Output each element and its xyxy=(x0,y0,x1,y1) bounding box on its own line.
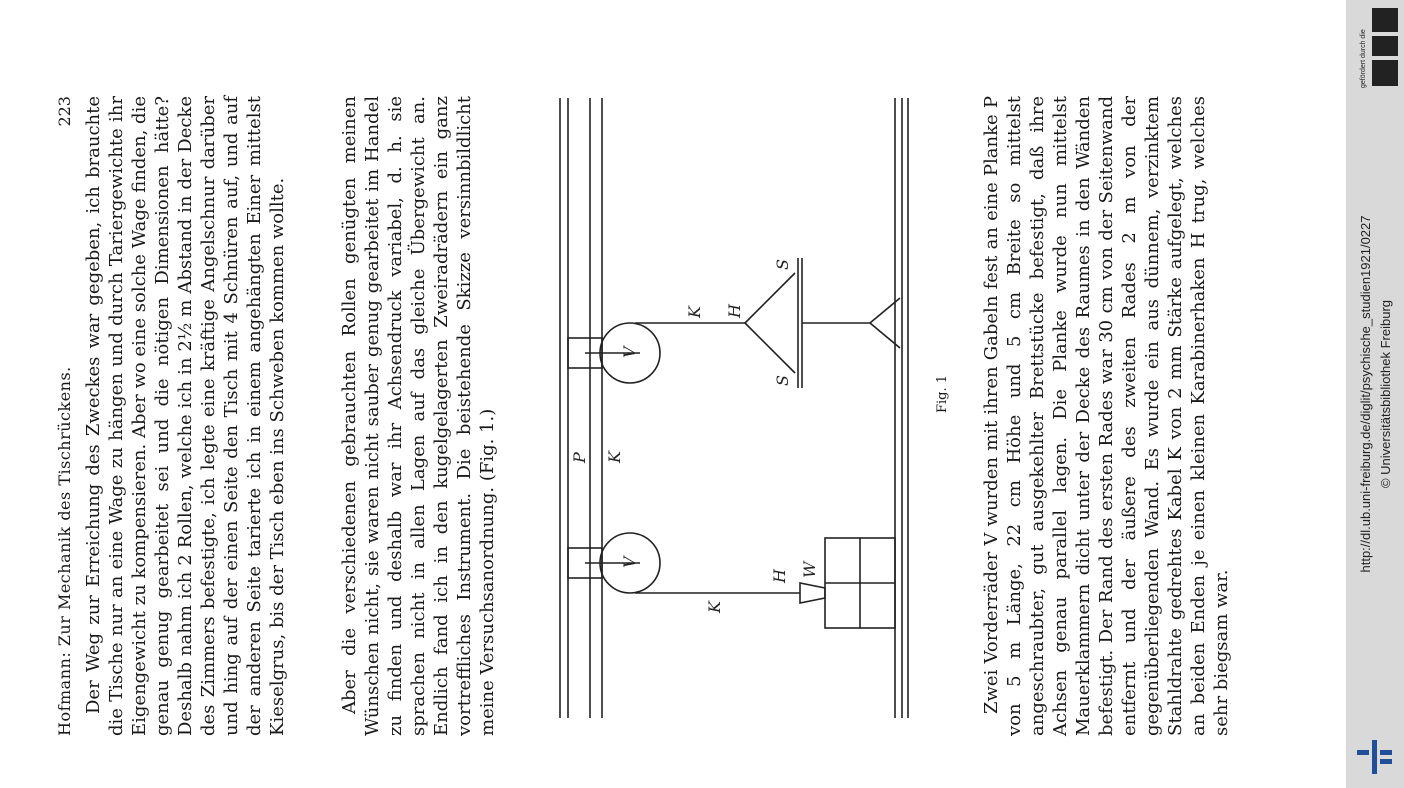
weight-w xyxy=(800,583,825,603)
string-right xyxy=(745,273,795,323)
label-v-right: V xyxy=(620,346,639,358)
label-s-left: S xyxy=(773,375,792,386)
paragraph-2: Aber die verschiedenen gebrauchten Rollen genügten meinen Wünschen nicht, sie waren nicht sauber genug gearbeitet im Handel zu finden und deshalb war ihr Achsendruck variabel, d. h. sie sprachen nicht in allen Lagen auf das gleiche Übergewicht an. Endlich fand ich in den kugelgelagerten Zweiradrädern ein ganz vortreffliches Instrument. Die beistehende Skizze versinnbildlicht meine Versuchsanordnung. (Fig. 1.) xyxy=(339,96,498,736)
label-k-left: K xyxy=(705,601,724,613)
label-k-right: K xyxy=(685,306,704,318)
copyright-notice: © Universitätsbibliothek Freiburg xyxy=(1378,299,1393,489)
dfg-note: gefördert durch die xyxy=(1360,29,1367,88)
label-h-right: H xyxy=(725,304,744,318)
university-logo-icon xyxy=(1357,740,1397,774)
dfg-logo-icon xyxy=(1370,6,1400,88)
label-h-left: H xyxy=(770,569,789,583)
viewer-sidebar xyxy=(1346,0,1404,788)
figure-1-sketch xyxy=(540,98,920,718)
paragraph-1: Der Weg zur Erreichung des Zweckes war gegeben, ich brauchte die Tische nur an eine Wage zu hängen und durch Tariergewichte ihr Eigengewicht zu kompensieren. Aber wo eine solche Wage finden, die genau genug gearbeitet sei und die nötigen Dimensionen hätte? Deshalb nahm ich 2 Rollen, welche ich in 2½ m Abstand in der Decke des Zimmers befestigte, ich legte eine kräftige Angelschnur darüber und hing auf der einen Seite den Tisch mit 4 Schnüren auf, und auf der anderen Seite tarierte ich in einem angehängten Einer mittelst Kieselgrus, bis der Tisch eben ins Schweben kommen wollte. xyxy=(83,96,288,736)
source-url[interactable]: http://dl.ub.uni-freiburg.de/diglit/psychische_studien1921/0227 xyxy=(1358,215,1373,573)
running-title: Hofmann: Zur Mechanik des Tischrückens. xyxy=(55,366,74,736)
label-w: W xyxy=(800,561,819,578)
label-s-right: S xyxy=(773,259,792,270)
string-left xyxy=(745,323,795,373)
sidebar-text-rotated xyxy=(1346,0,1404,788)
label-p: P xyxy=(570,452,589,463)
page-number: 223 xyxy=(55,96,74,127)
paragraph-3: Zwei Vorderräder V wurden mit ihren Gabeln fest an eine Planke P von 5 m Länge, 22 cm Höhe und 5 cm Breite so mittelst angeschraubter, gut ausgekehlter Brettstücke befestigt, daß ihre Achsen genau parallel lagen. Die Planke wurde nun mittelst Mauerklammern dicht unter der Decke des Raumes in den Wänden befestigt. Der Rand des ersten Rades war 30 cm von der Seitenwand entfernt und der äußere des zweiten Rades 2 m von der gegenüberliegenden Wand. Es wurde ein aus dünnem, verzinktem Stahldrahte gedrehtes Kabel K von 2 mm Stärke aufgelegt, welches an beiden Enden je einen kleinen Karabinerhaken H trug, welches sehr biegsam war. xyxy=(981,96,1232,736)
label-k-top: K xyxy=(605,451,624,463)
figure-caption: Fig. 1 xyxy=(935,374,950,414)
label-v-left: V xyxy=(620,556,639,568)
